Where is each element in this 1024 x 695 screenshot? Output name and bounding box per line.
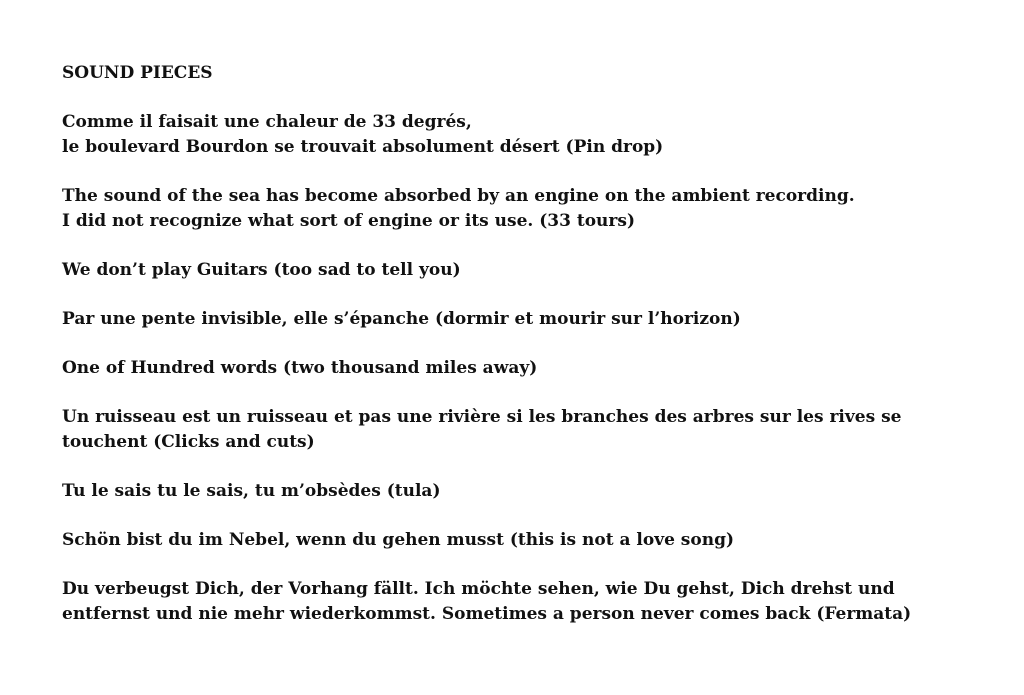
- stanza-8: [62, 528, 1002, 553]
- stanza-1: [62, 110, 1002, 160]
- stanza-2: [62, 184, 1002, 234]
- stanza-4: [62, 307, 1002, 332]
- stanza-5: [62, 356, 1002, 381]
- stanza-line: Schön bist du im Nebel, wenn du gehen musst (this is not a love song): [62, 530, 735, 550]
- stanza-3: [62, 258, 1002, 283]
- stanza-7: [62, 479, 1002, 504]
- stanza-line: One of Hundred words (two thousand miles away): [62, 358, 538, 378]
- stanza-line: Comme il faisait une chaleur de 33 degrés,: [62, 112, 472, 132]
- stanza-line: Un ruisseau est un ruisseau et pas une rivière si les branches des arbres sur les rives se: [62, 407, 902, 427]
- stanza-line: Par une pente invisible, elle s’épanche (dormir et mourir sur l’horizon): [62, 309, 741, 329]
- stanza-line: entfernst und nie mehr wiederkommst. Sometimes a person never comes back (Fermata): [62, 604, 912, 624]
- stanza-line: The sound of the sea has become absorbed by an engine on the ambient recording.: [62, 186, 855, 206]
- stanza-9: [62, 577, 1002, 627]
- stanza-line: We don’t play Guitars (too sad to tell you): [62, 260, 461, 280]
- stanza-line: I did not recognize what sort of engine or its use. (33 tours): [62, 211, 635, 231]
- stanza-line: touchent (Clicks and cuts): [62, 432, 315, 452]
- stanza-line: Du verbeugst Dich, der Vorhang fällt. Ich möchte sehen, wie Du gehst, Dich drehst und: [62, 579, 895, 599]
- document-title: SOUND PIECES: [62, 63, 213, 83]
- stanza-line: le boulevard Bourdon se trouvait absolument désert (Pin drop): [62, 137, 664, 157]
- stanza-6: [62, 405, 1002, 455]
- stanza-line: Tu le sais tu le sais, tu m’obsèdes (tula): [62, 481, 441, 501]
- document-page: [62, 61, 1002, 651]
